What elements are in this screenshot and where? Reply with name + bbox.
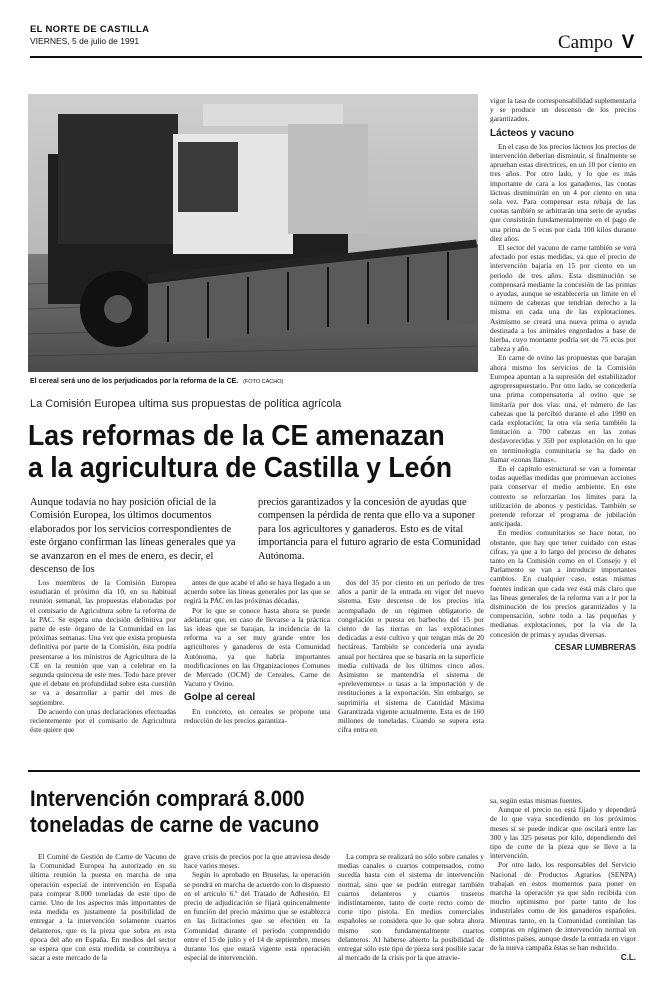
- headline-line-2: toneladas de carne de vacuno: [30, 812, 320, 837]
- paragraph: Según lo aprobado en Bruselas, la operación se pondrá en marcha de acuerdo con lo dispuesto en el artículo 6.º del Tratado de Adhesión. El precio de adjudicación se fijará quincenalmente en función del precio máximo que se establezca en las licitaciones que se efectúen en la Comunidad durante el período comprendido entre el 15 de julio y el 14 de septiembre, meses durante los que estará vigente esta operación especial de intervención.: [184, 870, 330, 963]
- newspaper-name: EL NORTE DE CASTILLA: [30, 24, 150, 35]
- paragraph: En el capítulo estructural se van a fomentar todas aquellas medidas que promuevan acciones para conservar el medio ambiente. En este contexto se reforzarían los límites para la utilización de abonos y pesticidas. También se pretende reforzar el programa de jubilación anticipada.: [490, 463, 636, 529]
- article1-column-2: [184, 578, 330, 725]
- headline-line-1: Intervención comprará 8.000: [30, 786, 305, 811]
- article2-column-2: [184, 852, 330, 962]
- photo-caption: [30, 378, 470, 385]
- paragraph: El sector del vacuno de carne también se verá afectado por estas medidas, ya que el precio de intervención bajaría en 15 por ciento en un período de tres años. Esta disminución se compensará mediante la concesión de las primas o ayudas, aunque se establecería un límite en el número de cabezas que tendrían derecho a la misma en cada una de las explotaciones. Asimismo se creará una nueva prima o ayuda destinada a los animales engordados a base de hierba, cuyo montante podría ser de 75 ecus por cabeza y año.: [490, 243, 636, 354]
- caption-text: El cereal será uno de los perjudicados por la reforma de la CE.: [30, 378, 239, 385]
- paragraph: El Comité de Gestión de Carne de Vacuno de la Comunidad Europea ha autorizado en su última reunión la puesta en marcha de una operación especial de intervención en España para comprar 8.000 toneladas de este tipo de carne. Uno de los aspectos más importantes de esta medida es justamente la posibilidad de entregar a la intervención solamente cuartos delanteros, que es la pieza que sobra en esta época del año en España. En medios del sector se espera que con esta medida se contribuya a sacar a este mercado de la: [30, 852, 176, 963]
- article2-headline: [30, 786, 319, 838]
- article1-kicker: La Comisión Europea ultima sus propuestas de política agrícola: [30, 398, 342, 410]
- article2-column-4: [490, 796, 636, 963]
- paragraph: En medios comunitarios se hace notar, no obstante, que hay que tener cuidado con estas cifras, ya que a lo largo del proceso de debates tanto en la Comisión como en el Consejo y el Parlamento se van a introducir importantes cambios. En cualquier caso, estas mismas fuentes indican que cada vez está más claro que las líneas generales de la reforma van a ir por la disminución de los precios garantizados y la compensación, sobre todo a las pequeñas y medianas explotaciones, por la vía de la concesión de primas y ayudas diversas.: [490, 528, 636, 639]
- paragraph: Por lo que se conoce hasta ahora se puede adelantar que, en caso de llevarse a la práctica las ideas que se barajan, la incidencia de la reforma va a ser muy grande entre los agricultores y ganaderos de esta Comunidad Autónoma, ya que habría importantes modificaciones en las Organizaciones Comunes de Mercado (OCM) de Cereales, Carne de Vacuno y Ovino.: [184, 605, 330, 689]
- paragraph: De acuerdo con unas declaraciones efectuadas recientemente por el comisario de Agricultura éste quiere que: [30, 706, 176, 735]
- paragraph: En concreto, en cereales se propone una reducción de los precios garantiza-: [184, 706, 330, 725]
- paragraph: grave crisis de precios por la que atraviesa desde hace varios meses.: [184, 852, 330, 871]
- paragraph: antes de que acabe el año se haya llegado a un acuerdo sobre las líneas generales por las que se regirá la PAC en las próximas décadas.: [184, 578, 330, 606]
- photo-credit: (FOTO CACHO): [243, 379, 284, 385]
- masthead: [30, 22, 642, 62]
- paragraph: Aunque el precio no está fijado y dependerá de lo que vaya sucediendo en los próximos meses sí se puede indicar que oscilará entre las 300 y las 325 pesetas por kilo, dependiendo del tipo de corte de la pieza que se lleve a la intervención.: [490, 805, 636, 861]
- article1-column-1: [30, 578, 176, 734]
- article1-column-3: [338, 578, 484, 734]
- paragraph: La compra se realizará no sólo sobre canales y medias canales o cuartos compensados, como sucedía hasta con el sistema de intervención normal, sino que se podrán entregar también cuartos delanteros y cuartos traseros indistintamente, tanto de corte recto como de corte tipo pistola. En medios comerciales españoles se considera que lo que sobra ahora mismo son fundamentalmente cuartos delanteros. Al haberse abierto la posibilidad de entregar sólo este tipo de pieza será posible sacar al mercado de la crisis por la que atravie-: [338, 852, 484, 963]
- article2-column-1: [30, 852, 176, 962]
- article1-right-column: [490, 96, 636, 652]
- article1-lead-right: precios garantizados y la concesión de ayudas que compensen la pérdida de renta que ello va a suponer para los agricultores y ganaderos. Esto es de vital importancia para el futuro agrario de esta Comunidad Autónoma.: [258, 497, 481, 562]
- paragraph: Los miembros de la Comisión Europea estudiarán el próximo día 10, en su habitual reunión semanal, las propuestas elaboradas por el comisario de Agricultura sobre la reforma de la PAC. Se espera una decisión definitiva por parte de este órgano de la Comunidad en las próximas semanas. Una vez que exista propuesta definitiva por parte de la Comisión, ésta podría presentarse a los ministros de Agricultura de la CE en la reunión que van a celebrar en la segunda quincena de este mes. Todo hace prever que el debate en profundidad sobre esta cuestión se va a desarrollar a partir del mes de septiembre.: [30, 578, 176, 707]
- combine-harvester-image: [28, 94, 478, 372]
- paragraph: En carne de ovino las propuestas que barajan ahora mismo los servicios de la Comisión Europea apuntan a la supresión del estabilizador agropresupuestario. Por otro lado, se concedería una prima compensatoria al ovino que se limitaría por dos vías: una, el número de las cabezas que la percibió durante el año 1990 en cada explotación; la otra vía sería también la limitación a 700 cabezas en las zonas desfavorecidas y 350 por explotación en lo que en terminología comunitaria se ha dado en llamar «zonas llanas».: [490, 353, 636, 464]
- paragraph: sa, según estas mismas fuentes.: [490, 796, 583, 805]
- paragraph: En el caso de los precios lácteos los precios de intervención deberían disminuir, si finalmente se aprueban estas directrices, en un 10 por ciento en tres años. Por otro lado, y lo que es más importante de cara a los ganaderos, las cuotas lácteas disminuirán en un 4 por ciento en una sola vez. Para compensar esta rebaja de las cuotas también se arbitrarán una serie de ayudas que consistirán fundamentalmente en el pago de una prima de 5 ecus por cada 100 kilos durante diez años.: [490, 141, 636, 243]
- article1-lead-left: Aunque todavía no hay posición oficial de la Comisión Europea, los últimos documentos elaborados por los servicios correspondientes de este órgano confirman las líneas generales que ya se avanzaron en el mes de enero, es decir, el descenso de los: [30, 497, 236, 576]
- harvester-photo: [28, 94, 478, 372]
- masthead-rule: [30, 56, 642, 58]
- subhead-cereal: Golpe al cereal: [184, 692, 256, 704]
- headline-line-2: a la agricultura de Castilla y León: [28, 452, 453, 484]
- article-separator: [28, 770, 640, 772]
- article2-byline: C.L.: [620, 953, 636, 963]
- page-number: V: [621, 32, 635, 53]
- headline-line-1: Las reformas de la CE amenazan: [28, 420, 445, 452]
- paragraph: Por otro lado, los responsables del Servicio Nacional de Productos Agrarios (SENPA) trabajan en estos momentos para poner en marcha la operación ya que sido recibida con mucho optimismo por parte tanto de los industriales como de los ganaderos españoles. Mientras tanto, en la Comunidad continúan las compras en régimen de intervención normal en distintos países, aunque desde la entrada en vigor de la nueva campaña éstas se han reducido.: [490, 860, 636, 953]
- section-label: Campo: [558, 32, 613, 53]
- article1-byline: CESAR LUMBRERAS: [554, 642, 636, 652]
- paragraph: dos del 35 por ciento en un período de tres años a partir de la entrada en vigor del nuevo sistema. Este descenso de los precios iría acompañado de un régimen obligatorio de congelación o puesta en barbecho del 15 por ciento de las tierras en las explotaciones dedicadas a este cultivo y que tengan más de 20 hectáreas. También se concedería una ayuda anual por hectárea que se basaría en la superficie media cultivada de los últimos cinco años. Asimismo se mantendría el sistema de «prelevements» o tasas a la importación y de restituciones a la exportación. Sin embargo, se suprimiría el sistema de Cantidad Máxima Garantizada vigente actualmente. Esta es de 160 millones de toneladas. Cuando se supera esta cifra entra en: [338, 578, 484, 735]
- article1-headline: [28, 420, 451, 484]
- article2-column-3: [338, 852, 484, 962]
- section-name: [558, 32, 634, 54]
- issue-date: VIERNES, 5 de julio de 1991: [30, 36, 140, 46]
- subhead-lacteos: Lácteos y vacuno: [490, 127, 574, 139]
- paragraph: vigor la tasa de corresponsabilidad suplementaria y se produce un descenso de los precios garantizados.: [490, 96, 636, 124]
